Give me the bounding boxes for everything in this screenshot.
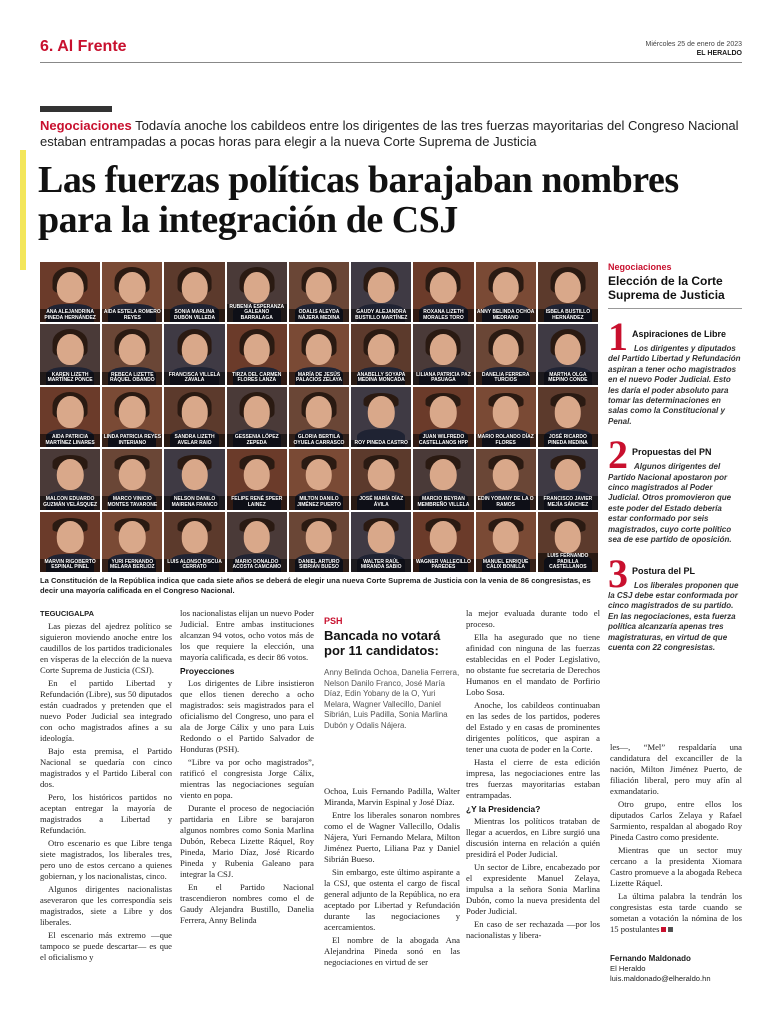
point-body: Los liberales proponen que la CSJ debe estar conformada por cinco magistrados de su partido. En las negociaciones, esta fuerza política alcanzaría apenas tres magistraturas, en virtud de que cuenta con 22 congresistas.: [608, 580, 739, 652]
face-shape: [181, 272, 207, 303]
paragraph: Las piezas del ajedrez político se siguieron moviendo anoche entre los caudillos de los partidos tradicionales en vísperas de la elección de la nueva Corte Suprema de Justicia (CSJ).: [40, 621, 172, 675]
candidate-name: DANIEL ARTURO SIBRIÁN BUESO: [289, 559, 349, 572]
face-shape: [306, 272, 333, 303]
candidate-photo: [227, 449, 287, 509]
paragraph-text: La última palabra la tendrán los congresistas esta tarde cuando se sometan a votación la nómina de los 15 postulantes: [610, 891, 742, 934]
paragraph: En caso de ser rechazada —por los nacionalistas y libera-: [466, 919, 600, 940]
candidate-name: MARTHA OLGA MEPINO CONDE: [538, 372, 598, 385]
point-title: Propuestas del PN: [632, 447, 712, 458]
face-shape: [119, 272, 145, 303]
face-shape: [430, 459, 456, 490]
candidate-photo: [227, 324, 287, 384]
candidate-name: SONIA MARLINA DUBÓN VILLEDA: [164, 309, 224, 322]
candidate-photo: [476, 387, 536, 447]
face-shape: [368, 521, 394, 552]
point-number: 1: [608, 314, 628, 359]
candidate-photo: [351, 449, 411, 509]
candidate-name: WAGNER VALLECILLO PAREDES: [413, 559, 473, 572]
candidate-photo: [164, 262, 224, 322]
face-shape: [57, 272, 83, 303]
candidate-name: RUBENIA ESPERANZA GALEANO BARRALAGA: [227, 304, 287, 323]
face-shape: [430, 334, 456, 365]
kicker-label: Negociaciones: [40, 118, 132, 133]
end-mark-icon: [661, 927, 666, 932]
candidate-photo: [351, 512, 411, 572]
psh-kicker: PSH: [324, 616, 343, 626]
face-shape: [57, 521, 83, 552]
candidate-photo: [476, 324, 536, 384]
article-column-4: [466, 608, 600, 943]
sidebar-kicker: Negociaciones: [608, 262, 672, 272]
candidate-name: MARCO VINICIO MONTES TAVARONE: [102, 496, 162, 509]
candidate-photo: [538, 324, 598, 384]
face-shape: [57, 396, 83, 427]
paragraph: Hasta el cierre de esta edición impresa, las negociaciones entre las tres fuerzas mayoritarias estaban entrampadas.: [466, 757, 600, 800]
candidate-photo-grid: [40, 262, 598, 572]
candidate-photo: [289, 512, 349, 572]
candidate-photo: [351, 262, 411, 322]
psh-body: Anny Belinda Ochoa, Danelia Ferrera, Nelson Danilo Franco, José María Díaz, Edin Yobany de la O, Yuri Melara, Wagner Vallecillo, Daniel Sibrián, Luis Padilla, Sonia Marlina Dubón y Odalis Nájera.: [324, 668, 460, 730]
face-shape: [430, 521, 456, 552]
candidate-name: MARIO DONALDO ACOSTA CAMCAMO: [227, 559, 287, 572]
face-shape: [492, 521, 518, 552]
article-column-2: [180, 608, 314, 928]
face-shape: [368, 272, 394, 303]
face-shape: [492, 396, 518, 427]
face-shape: [555, 334, 581, 365]
paragraph: [610, 891, 742, 935]
candidate-name: ANA ALEJANDRINA PINEDA HERNÁNDEZ: [40, 309, 100, 322]
face-shape: [244, 521, 270, 552]
paragraph: El nombre de la abogada Ana Alejandrina Pineda sonó en las negociaciones en virtud de ser: [324, 935, 460, 967]
candidate-photo: [102, 449, 162, 509]
candidate-name: JOSÉ RICARDO PINEDA MEDINA: [538, 434, 598, 447]
face-shape: [181, 521, 207, 552]
candidate-name: REBECA LIZETTE RÁQUEL OBANDO: [102, 372, 162, 385]
paragraph: la mejor evaluada durante todo el proceso.: [466, 608, 600, 629]
paragraph: Anoche, los cabildeos continuaban en las sedes de los partidos, poderes del Estado y en casas de prominentes dirigentes políticos, que aspiran a tener una cuota de poder en la Corte.: [466, 700, 600, 754]
face-shape: [119, 521, 145, 552]
face-shape: [306, 334, 333, 365]
candidate-photo: [538, 512, 598, 572]
candidate-photo: [164, 324, 224, 384]
candidate-name: NELSON DANILO MAIRENA FRANCO: [164, 496, 224, 509]
psh-title: Bancada no votará por 11 candidatos:: [324, 628, 441, 658]
candidate-photo: [351, 324, 411, 384]
paragraph: Otro escenario es que Libre tenga siete magistrados, los liberales tres, pero uno de estos cercano a quienes gobiernan, y los nacionalistas, cinco.: [40, 838, 172, 881]
byline: [610, 954, 711, 984]
candidate-name: KAREN LIZETH MARTÍNEZ PONCE: [40, 372, 100, 385]
face-shape: [368, 396, 394, 427]
paragraph: Pero, los históricos partidos no aceptan entregar la mayoría de magistrados a Libertad y Refundación.: [40, 792, 172, 835]
candidate-photo: [102, 512, 162, 572]
face-shape: [555, 272, 581, 303]
point-title: Aspiraciones de Libre: [632, 329, 727, 339]
candidate-name: JUAN WILFREDO CASTELLANOS HPP: [413, 434, 473, 447]
candidate-name: MARVIN RIGOBERTO ESPINAL PINEL: [40, 559, 100, 572]
kicker-text: Todavía anoche los cabildeos entre los dirigentes de las tres fuerzas mayoritarias del Congreso Nacional estaban entrampadas a pocas horas para elegir a la nueva Corte Suprema de Justicia: [40, 118, 739, 149]
candidate-photo: [227, 512, 287, 572]
candidate-name: MILTON DANILO JIMÉNEZ PUERTO: [289, 496, 349, 509]
candidate-photo: [164, 449, 224, 509]
header-date: Miércoles 25 de enero de 2023: [645, 41, 742, 48]
paragraph: Sin embargo, este último aspirante a la CSJ, que ostenta el cargo de fiscal general adjunto de la República, no era aceptado por Libertad y Refundación durante las negociaciones y acercamientos.: [324, 867, 460, 932]
candidate-name: LILIANA PATRICIA PAZ PASUAGA: [413, 372, 473, 385]
paragraph: Algunos dirigentes nacionalistas aseveraron que les correspondía seis magistrados, siete a Libre y dos liberales.: [40, 884, 172, 927]
sidebar-point: [608, 432, 742, 545]
face-shape: [57, 334, 83, 365]
candidate-photo: [40, 387, 100, 447]
face-shape: [119, 396, 145, 427]
outlet: El Heraldo: [610, 964, 646, 973]
paragraph: Entre los liberales sonaron nombres como el de Wagner Vallecillo, Odalis Nájera, Yuri Fernando Melara, Milton Jiménez Puerto, Liliana Paz y Daniel Sibrián Bueso.: [324, 810, 460, 864]
candidate-name: LINDA PATRICIA REYES INTERIANO: [103, 434, 162, 446]
candidate-photo: [40, 449, 100, 509]
header-paper: EL HERALDO: [696, 50, 742, 57]
paragraph: “Libre va por ocho magistrados”, ratificó el congresista Jorge Cálix, mientras las negociaciones seguían viento en popa.: [180, 757, 314, 800]
candidate-photo: [40, 512, 100, 572]
section-name: Al Frente: [57, 38, 127, 55]
candidate-photo: [227, 262, 287, 322]
section-label: [40, 38, 127, 56]
candidate-photo: [413, 324, 473, 384]
face-shape: [555, 459, 581, 490]
face-shape: [368, 459, 394, 490]
candidate-name: GAUDY ALEJANDRA BUSTILLO MARTÍNEZ: [351, 309, 411, 322]
sidebar-point: [608, 314, 742, 427]
candidate-name: FRANCISCO JAVIER MEJÍA SÁNCHEZ: [538, 496, 598, 509]
point-body: Algunos dirigentes del Partido Nacional apostaron por cinco magistrados al Poder Judicial. Otros promovieron que este poder del Estado debería estar conformado por seis magistrados, cuyo corte político sea de ese partido de oposición.: [608, 462, 732, 545]
face-shape: [306, 521, 333, 552]
face-shape: [492, 334, 518, 365]
candidate-photo: [102, 324, 162, 384]
candidate-name: SANDRA LIZETH AVELAR RAIO: [164, 434, 224, 447]
candidate-photo: [227, 387, 287, 447]
candidate-photo: [40, 324, 100, 384]
article-column-3: [324, 786, 460, 970]
candidate-name: AIDA PATRICIA MARTÍNEZ LINARES: [40, 434, 100, 447]
paragraph: Ochoa, Luis Fernando Padilla, Walter Miranda, Marvin Espinal y José Díaz.: [324, 786, 460, 807]
point-body: Los dirigentes y diputados del Partido Libertad y Refundación aspiran a tener ocho magistrados en el nuevo Poder Judicial. Esto les daría el poder absoluto para tomar las determinaciones en salas como la Constitucional y Penal.: [608, 344, 741, 426]
dateline: TEGUCIGALPA: [40, 609, 95, 618]
candidate-photo: [164, 512, 224, 572]
candidate-name: MARÍA DE JESÚS PALACIOS ZELAYA: [289, 372, 349, 385]
candidate-photo: [538, 449, 598, 509]
paragraph: les—, “Mel” respaldaría una candidatura del excanciller de la nación, Milton Jiménez Puerto, de filiación liberal, pero muy afín al exmandatario.: [610, 742, 742, 796]
candidate-photo: [413, 449, 473, 509]
face-shape: [244, 334, 270, 365]
paragraph: En el partido Libertad y Refundación (Libre), sus 50 diputados están cuadrados y pretenden que el nuevo Poder Judicial sea integrado con ocho magistrados afines a su ideología.: [40, 678, 172, 743]
end-mark-icon: [668, 927, 673, 932]
headline: Las fuerzas políticas barajaban nombres para la integración de CSJ: [38, 159, 679, 241]
face-shape: [244, 459, 270, 490]
face-shape: [181, 334, 207, 365]
candidate-name: TIRZA DEL CARMEN FLORES LANZA: [227, 372, 287, 385]
candidate-photo: [40, 262, 100, 322]
paragraph: Los dirigentes de Libre insistieron que ellos tienen derecho a ocho magistrados: seis magistrados para el oficialismo del Congreso, uno para el ala de Jorge Cálix y uno para Luis Redondo o el Partido Salvador de Honduras (PSH).: [180, 678, 314, 754]
psh-box: [324, 616, 460, 732]
paragraph: Ella ha asegurado que no tiene afinidad con ninguna de las fuerzas establecidas en el Poder Legislativo, no obstante fue secretaria de Derechos Humanos en el mandato de Porfirio Lobo Sosa.: [466, 632, 600, 697]
candidate-name: LUIS FERNANDO PADILLA CASTELLANOS: [538, 553, 598, 572]
paragraph: Mientras que un sector muy cercano a la presidenta Xiomara Castro promueve a la abogada Rebeca Lizette Ráquel.: [610, 845, 742, 888]
subhead: ¿Y la Presidencia?: [466, 804, 541, 814]
candidate-photo: [413, 512, 473, 572]
face-shape: [555, 396, 581, 427]
face-shape: [119, 334, 145, 365]
point-number: 2: [608, 432, 628, 478]
candidate-name: MARIO ROLANDO DÍAZ FLORES: [477, 434, 534, 446]
header-rule: [40, 62, 742, 63]
candidate-name: ANABELLY SOYAPA MEDINA MONCADA: [351, 372, 411, 385]
article-column-1: [40, 608, 172, 965]
candidate-name: ISBELA BUSTILLO HERNÁNDEZ: [538, 309, 598, 322]
sidebar-title: Elección de la Corte Suprema de Justicia: [608, 274, 742, 309]
candidate-name: MARCIO BEYRAN MEMBREÑO VILLELA: [413, 496, 473, 509]
face-shape: [306, 459, 333, 490]
face-shape: [306, 396, 333, 427]
candidate-name: DANELIA FERRERA TURCIOS: [476, 372, 536, 385]
candidate-photo: [351, 387, 411, 447]
candidate-name: GLORIA BERTILA OYUELA CARRASCO: [289, 434, 349, 447]
face-shape: [181, 459, 207, 490]
paragraph: Bajo esta premisa, el Partido Nacional se quedaría con cinco magistrados y el Partido Liberal con dos.: [40, 746, 172, 789]
header-date-block: [645, 40, 742, 58]
candidate-photo: [289, 262, 349, 322]
face-shape: [368, 334, 394, 365]
candidate-name: GESSENIA LÓPEZ ZEPEDA: [227, 434, 287, 447]
candidate-name: ROY PINEDA CASTRO: [351, 440, 411, 448]
face-shape: [181, 396, 207, 427]
candidate-name: WALTER RAÚL MIRANDA SABIO: [351, 559, 411, 572]
candidate-photo: [538, 387, 598, 447]
candidate-photo: [102, 262, 162, 322]
candidate-name: YURI FERNANDO MELARA BERLIOZ: [102, 559, 162, 572]
paragraph: El escenario más extremo —que tampoco se puede descartar— es que el oficialismo y: [40, 930, 172, 962]
candidate-name: MALCON EDUARDO GUZMÁN VELÁSQUEZ: [40, 496, 100, 509]
face-shape: [555, 521, 581, 552]
candidate-name: FRANCISCA VILLELA ZAVALA: [164, 372, 224, 385]
face-shape: [244, 396, 270, 427]
paragraph: los nacionalistas elijan un nuevo Poder Judicial. Entre ambas instituciones alcanzan 94 votos, ocho votos más de los que requiere la elección, una mayoría calificada, es decir 86 votos.: [180, 608, 314, 662]
paragraph: Durante el proceso de negociación partidaria en Libre se barajaron algunos nombres como Sonia Marlina Dubón, Rebeca Lizette Ráquel, Roy Pineda, Mario Díaz, José Ricardo Pineda y Rubenia Galeano para integrar la CSJ.: [180, 803, 314, 879]
paragraph: Un sector de Libre, encabezado por el expresidente Manuel Zelaya, impulsa a la señora Sonia Marlina Dubón, como la nueva presidenta del Poder Judicial.: [466, 862, 600, 916]
candidate-photo: [289, 324, 349, 384]
point-title: Postura del PL: [632, 565, 696, 576]
candidate-name: MANUEL ENRIQUE CÁLIX BONILLA: [476, 559, 536, 572]
author: Fernando Maldonado: [610, 954, 691, 963]
face-shape: [57, 459, 83, 490]
section-number: 6.: [40, 38, 54, 55]
candidate-photo: [476, 262, 536, 322]
candidate-name: ANNY BELINDA OCHOA MEDRANO: [476, 309, 535, 321]
highlighter-mark: [20, 150, 26, 270]
candidate-name: ODALIS ALEYDA NÁJERA MEDINA: [289, 309, 349, 322]
face-shape: [492, 459, 518, 490]
candidate-photo: [476, 512, 536, 572]
grid-caption: La Constitución de la República indica que cada siete años se deberá de elegir una nueva Corte Suprema de Justicia con la venia de 86 congresistas, es decir una mayoría calificada en el Congreso Nacional.: [40, 576, 591, 595]
kicker: [40, 118, 742, 150]
subhead: Proyecciones: [180, 666, 235, 676]
author-email: luis.maldonado@elheraldo.hn: [610, 974, 711, 983]
article-column-5: [610, 742, 742, 937]
candidate-photo: [289, 449, 349, 509]
sidebar-point: [608, 550, 742, 654]
candidate-photo: [102, 387, 162, 447]
paragraph: Otro grupo, entre ellos los diputados Carlos Zelaya y Rafael Sarmiento, respaldan al abogado Roy Pineda Castro como presidente.: [610, 799, 742, 842]
sidebar-box: [608, 262, 742, 653]
face-shape: [430, 272, 456, 303]
candidate-name: FELIPE RENÉ SPEER LAINEZ: [227, 496, 287, 509]
paragraph: En el Partido Nacional trascendieron nombres como el de Gaudy Alejandra Bustillo, Danelia Ferrera, Anny Belinda: [180, 882, 314, 925]
face-shape: [430, 396, 456, 427]
candidate-name: LUIS ALONSO DISCUA CERRATO: [164, 559, 224, 572]
candidate-name: EDIN YOBANY DE LA O RAMOS: [476, 496, 536, 509]
candidate-name: JOSÉ MARÍA DÍAZ ÁVILA: [351, 496, 411, 509]
candidate-photo: [476, 449, 536, 509]
face-shape: [119, 459, 145, 490]
point-number: 3: [608, 550, 628, 596]
kicker-bar: [40, 106, 112, 112]
face-shape: [492, 272, 518, 303]
face-shape: [244, 272, 270, 303]
candidate-name: AIDA ESTELA ROMERO REYES: [103, 309, 161, 321]
candidate-photo: [538, 262, 598, 322]
candidate-photo: [164, 387, 224, 447]
paragraph: Mientras los políticos trataban de llegar a acuerdos, en Libre surgió una discusión interna en relación a quién presidirá el Poder Judicial.: [466, 816, 600, 859]
candidate-photo: [413, 262, 473, 322]
candidate-photo: [413, 387, 473, 447]
candidate-name: ROXANA LIZETH MORALES TORO: [413, 309, 473, 322]
candidate-photo: [289, 387, 349, 447]
